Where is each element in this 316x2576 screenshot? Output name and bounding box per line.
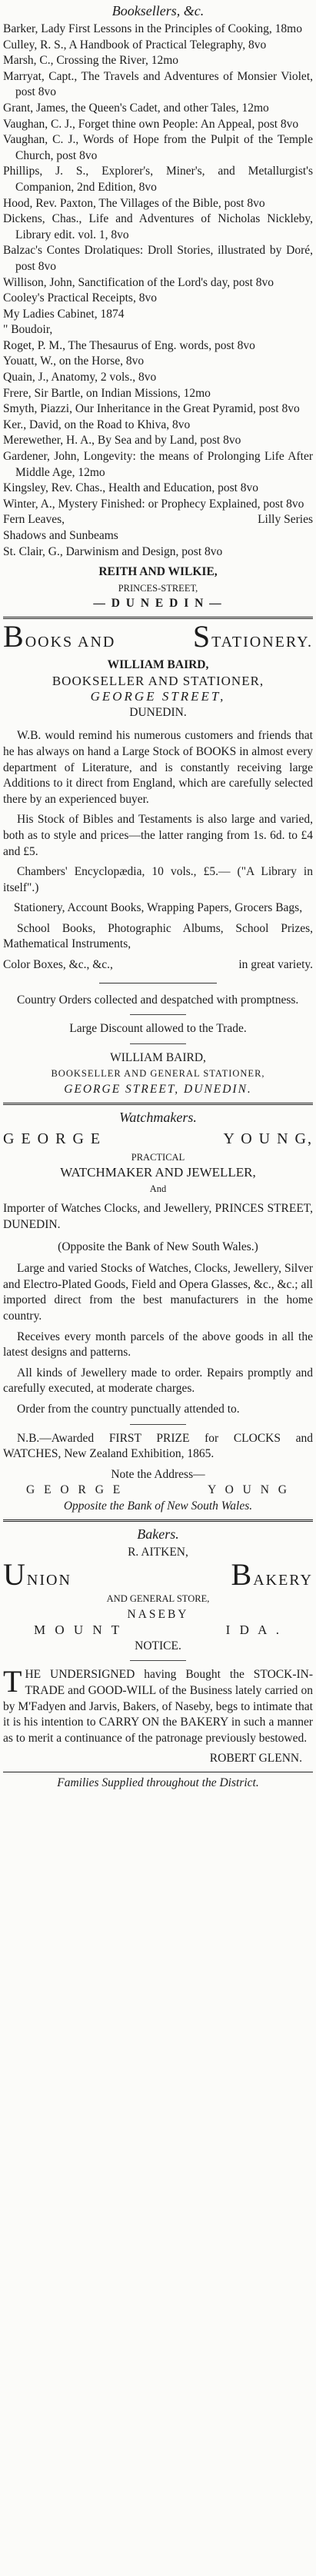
union-right: AKERY [253,1572,313,1589]
young-first: G E O R G E [3,1130,102,1147]
book-entry: My Ladies Cabinet, 1874 [3,307,125,321]
mount-left: M O U N T [34,1622,123,1638]
watch-section [3,1108,313,1515]
baird-name: WILLIAM BAIRD, [107,657,209,671]
baird-street: GEORGE STREET, [90,689,226,704]
young-addr-first: G E O R G E [26,1483,124,1497]
book-entry: Cooley's Practical Receipts, 8vo [3,291,157,305]
union-cap-b: B [231,1557,254,1593]
aitken-name: R. AITKEN, [128,1545,188,1559]
baird-para1: W.B. would remind his numerous customers and friends that he has always on hand a Large Stock of BOOKS in almost every department of Literature, and is constantly receiving large Additions to it direct from England, which are carefully selected there by an experienced buyer. [3,729,313,806]
glenn-para [3,1664,313,1746]
baird-para5: School Books, Photographic Albums, School Prizes, Mathematical Instruments, [3,921,313,951]
baird-town: DUNEDIN. [129,705,187,719]
baird-trade: BOOKSELLER AND STATIONER, [52,673,264,688]
young-practical: PRACTICAL [131,1151,185,1163]
baird-cap-b: B [3,618,25,654]
young-title [3,1128,313,1150]
baird-title-right: TATIONERY. [211,633,313,651]
glenn-text: HE UNDERSIGNED having Bought the STOCK-IN-TRADE and GOOD-WILL of the Business lately carried on by M'Fadyen and Jarvis, Bakers, of Naseby, begs to intimate that it is his intention to CARRY ON the BAKERY in such a manner as to merit a continuance of the patronage previously bestowed. [3,1668,313,1745]
book-entry: Vaughan, C. J., Words of Hope from the Pulpit of the Temple Church, post 8vo [3,133,313,162]
book-entry: " Boudoir, [3,323,53,337]
book-list [3,22,313,512]
young-para5: N.B.—Awarded FIRST PRIZE for CLOCKS and WATCHES, New Zealand Exhibition, 1865. [3,1431,313,1461]
booksellers-heading: Booksellers, &c. [111,3,205,18]
glenn-cap: T [3,1664,22,1699]
book-entry: Kingsley, Rev. Chas., Health and Education, post 8vo [3,481,259,495]
baird-para7: Country Orders collected and despatched with promptness. [17,993,299,1007]
baird-para6-right: in great variety. [238,958,313,972]
baird-para2: His Stock of Bibles and Testaments is also large and varied, both as to style and prices—the latter ranging from 1s. 6d. to £4 and £5. [3,813,313,858]
young-last: Y O U N G, [223,1130,313,1147]
book-entry: Culley, R. S., A Handbook of Practical Telegraphy, 8vo [3,38,267,52]
young-para1: Large and varied Stocks of Watches, Clocks, Jewellery, Silver and Electro-Plated Goods, Field and Opera Glasses, &c., &c.; all imported direct from the best manufacturers in the home country. [3,1262,313,1323]
glenn-sign: ROBERT GLENN. [209,1752,302,1766]
ferns-left: Fern Leaves, [3,513,65,527]
union-left: NION [26,1572,72,1589]
book-entry: Ker., David, on the Road to Khiva, 8vo [3,418,191,431]
union-general: AND GENERAL STORE, [106,1593,210,1605]
book-entry: Phillips, J. S., Explorer's, Miner's, and Metallurgist's Companion, 2nd Edition, 8vo [3,165,313,194]
divider [3,617,313,619]
baird-para4: Stationery, Account Books, Wrapping Papers, Grocers Bags, [13,901,303,915]
book-entry: Vaughan, C. J., Forget thine own People: An Appeal, post 8vo [3,117,299,131]
young-para2: Receives every month parcels of the above goods in all the latest designs and patterns. [3,1330,313,1360]
advertisement-page [3,2,313,1792]
union-cap-u: U [3,1557,27,1593]
baird-sign-name: WILLIAM BAIRD, [110,1050,206,1064]
young-importer: Importer of Watches Clocks, and Jewellery, PRINCES STREET, DUNEDIN. [3,1202,313,1231]
baird-cap-s: S [192,618,212,654]
rule-line [130,1424,186,1425]
book-entry: Barker, Lady First Lessons in the Principles of Cooking, 18mo [3,22,302,35]
book-entry: Merewether, H. A., By Sea and by Land, post 8vo [3,434,241,448]
watch-heading: Watchmakers. [119,1109,197,1125]
divider [3,1519,313,1522]
baird-section [3,618,313,1098]
young-para3: All kinds of Jewellery made to order. Repairs promptly and carefully executed, at moderate charges. [3,1366,313,1396]
baird-sign-street: GEORGE STREET, DUNEDIN. [64,1083,252,1097]
book-entry: Hood, Rev. Paxton, The Villages of the Bible, post 8vo [3,196,265,210]
bakers-heading: Bakers. [137,1526,179,1542]
book-entry: Marryat, Capt., The Travels and Adventures of Monsier Violet, post 8vo [3,69,313,99]
families-line: Families Supplied throughout the District. [57,1776,259,1790]
book-entry: Winter, A., Mystery Finished: or Prophecy Explained, post 8vo [3,497,304,511]
union-mount [3,1622,313,1639]
book-entry: Marsh, C., Crossing the River, 12mo [3,54,178,68]
baird-title-left: OOKS AND [25,633,116,651]
mount-right: I D A . [225,1622,282,1638]
baird-para6-left: Color Boxes, &c., &c., [3,958,113,972]
young-note: Note the Address— [111,1467,205,1481]
divider [3,1103,313,1105]
stclair-line: St. Clair, G., Darwinism and Design, post 8vo [3,544,223,558]
union-naseby: NASEBY [127,1607,189,1621]
young-para4: Order from the country punctually attended to. [17,1402,240,1416]
booksellers-section [3,2,313,612]
reith-town: — D U N E D I N — [93,597,223,611]
ferns-row [3,512,313,528]
book-entry: Gardener, John, Longevity: the means of Prolonging Life After Middle Age, 12mo [3,450,313,479]
baird-para3: Chambers' Encyclopædia, 10 vols., £5.— ("A Library in itself".) [3,865,313,894]
young-addr-opposite: Opposite the Bank of New South Wales. [63,1499,253,1513]
union-notice: NOTICE. [135,1639,181,1652]
rule-line [130,1660,186,1661]
young-addr-name [3,1483,313,1499]
book-entry: Willison, John, Sanctification of the Lord's day, post 8vo [3,275,274,289]
book-entry: Frere, Sir Bartle, on Indian Missions, 12mo [3,386,211,400]
young-opposite: (Opposite the Bank of New South Wales.) [58,1240,258,1253]
book-entry: Youatt, W., on the Horse, 8vo [3,354,145,368]
bakers-section [3,1525,313,1792]
union-title [3,1557,313,1593]
young-and: And [149,1183,167,1194]
reith-street: PRINCES-STREET, [118,582,198,594]
young-addr-last: Y O U N G [208,1483,290,1497]
baird-sign-trade: BOOKSELLER AND GENERAL STATIONER, [51,1068,265,1080]
book-entry: Dickens, Chas., Life and Adventures of Nicholas Nickleby, Library edit. vol. 1, 8vo [3,212,313,241]
reith-wilkie: REITH AND WILKIE, [98,565,218,579]
rule-line [130,1014,186,1015]
book-entry: Quain, J., Anatomy, 2 vols., 8vo [3,371,157,384]
young-trade: WATCHMAKER AND JEWELLER, [60,1165,256,1180]
book-entry: Roget, P. M., The Thesaurus of Eng. words, post 8vo [3,338,255,352]
ferns-right: Lilly Series [258,513,313,527]
baird-title [3,618,313,654]
baird-para6 [3,957,313,973]
book-entry: Balzac's Contes Drolatiques: Droll Stories, illustrated by Doré, post 8vo [3,244,313,273]
rule-line [130,1043,186,1044]
book-entry: Grant, James, the Queen's Cadet, and other Tales, 12mo [3,101,269,115]
baird-para8: Large Discount allowed to the Trade. [69,1022,247,1036]
shadows-line: Shadows and Sunbeams [3,529,118,542]
book-entry: Smyth, Piazzi, Our Inheritance in the Great Pyramid, post 8vo [3,402,300,416]
